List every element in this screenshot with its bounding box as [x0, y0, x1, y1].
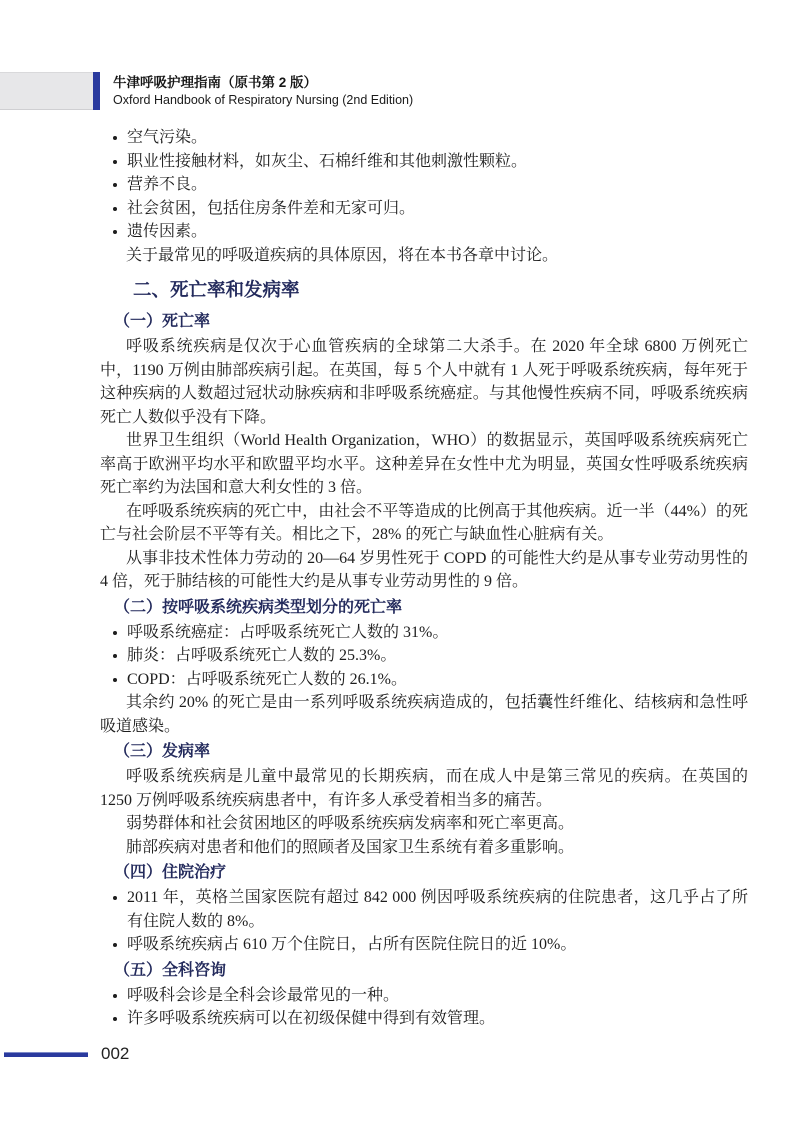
section-heading: 二、死亡率和发病率	[133, 279, 300, 300]
list-item: COPD：占呼吸系统死亡人数的 26.1%。	[100, 668, 748, 692]
subsection-heading-gp: （五）全科咨询	[114, 961, 227, 979]
header-accent-bar	[93, 72, 100, 110]
footer-accent-rule	[4, 1052, 88, 1057]
paragraph: 在呼吸系统疾病的死亡中，由社会不平等造成的比例高于其他疾病。近一半（44%）的死亡与社会阶层不平等有关。相比之下，28% 的死亡与缺血性心脏病有关。	[100, 502, 748, 543]
list-item: 呼吸系统疾病占 610 万个住院日，占所有医院住院日的近 10%。	[100, 933, 748, 957]
subsection-heading-mortality: （一）死亡率	[114, 313, 211, 330]
paragraph: 弱势群体和社会贫困地区的呼吸系统疾病发病率和死亡率更高。	[126, 815, 575, 832]
subsection-heading-incidence: （三）发病率	[114, 743, 211, 760]
paragraph: 关于最常见的呼吸道疾病的具体原因，将在本书各章中讨论。	[126, 246, 559, 264]
subsection-heading-hospital: （四）住院治疗	[114, 864, 227, 881]
list-item: 遗传因素。	[100, 220, 748, 244]
header-titles	[100, 72, 413, 110]
subsection-heading-mortality-by-type: （二）按呼吸系统疾病类型划分的死亡率	[114, 598, 403, 616]
list-item: 空气污染。	[100, 126, 748, 150]
list-item: 营养不良。	[100, 173, 748, 197]
hospital-bullet-list	[100, 886, 748, 957]
list-item: 呼吸系统癌症：占呼吸系统死亡人数的 31%。	[100, 621, 748, 645]
paragraph: 从事非技术性体力劳动的 20—64 岁男性死于 COPD 的可能性大约是从事专业劳动男性的 4 倍，死于肺结核的可能性大约是从事专业劳动男性的 9 倍。	[100, 549, 748, 590]
paragraph: 世界卫生组织（World Health Organization，WHO）的数据显示，英国呼吸系统疾病死亡率高于欧洲平均水平和欧盟平均水平。这种差异在女性中尤为明显，英国女性呼吸系统疾病死亡率约为法国和意大利女性的 3 倍。	[100, 432, 748, 496]
page-body	[100, 126, 748, 1031]
list-item: 社会贫困，包括住房条件差和无家可归。	[100, 197, 748, 221]
list-item: 职业性接触材料，如灰尘、石棉纤维和其他刺激性颗粒。	[100, 150, 748, 174]
intro-bullet-list	[100, 126, 748, 244]
list-item: 2011 年，英格兰国家医院有超过 842 000 例因呼吸系统疾病的住院患者，这几乎占了所有住院人数的 8%。	[100, 886, 748, 933]
header-gray-tab	[0, 72, 93, 110]
paragraph: 肺部疾病对患者和他们的照顾者及国家卫生系统有着多重影响。	[126, 838, 575, 856]
paragraph: 呼吸系统疾病是儿童中最常见的长期疾病，而在成人中是第三常见的疾病。在英国的 1250 万例呼吸系统疾病患者中，有许多人承受着相当多的痛苦。	[100, 768, 748, 809]
mortality-type-bullet-list	[100, 621, 748, 692]
list-item: 许多呼吸系统疾病可以在初级保健中得到有效管理。	[100, 1007, 748, 1031]
paragraph: 其余约 20% 的死亡是由一系列呼吸系统疾病造成的，包括囊性纤维化、结核病和急性呼吸道感染。	[100, 694, 748, 735]
gp-bullet-list	[100, 984, 748, 1031]
list-item: 肺炎：占呼吸系统死亡人数的 25.3%。	[100, 644, 748, 668]
page-number: 002	[101, 1044, 130, 1063]
book-title-zh: 牛津呼吸护理指南（原书第 2 版）	[113, 74, 318, 90]
running-head	[0, 72, 413, 110]
book-title-en: Oxford Handbook of Respiratory Nursing (2nd Edition)	[113, 92, 414, 107]
list-item: 呼吸科会诊是全科会诊最常见的一种。	[100, 984, 748, 1008]
paragraph: 呼吸系统疾病是仅次于心血管疾病的全球第二大杀手。在 2020 年全球 6800 万例死亡中，1190 万例由肺部疾病引起。在英国，每 5 个人中就有 1 人死于呼吸系统疾病，每年死于这种疾病的人数超过冠状动脉疾病和非呼吸系统癌症。与其他慢性疾病不同，呼吸系统疾病死亡人数似乎没有下降。	[100, 338, 748, 426]
